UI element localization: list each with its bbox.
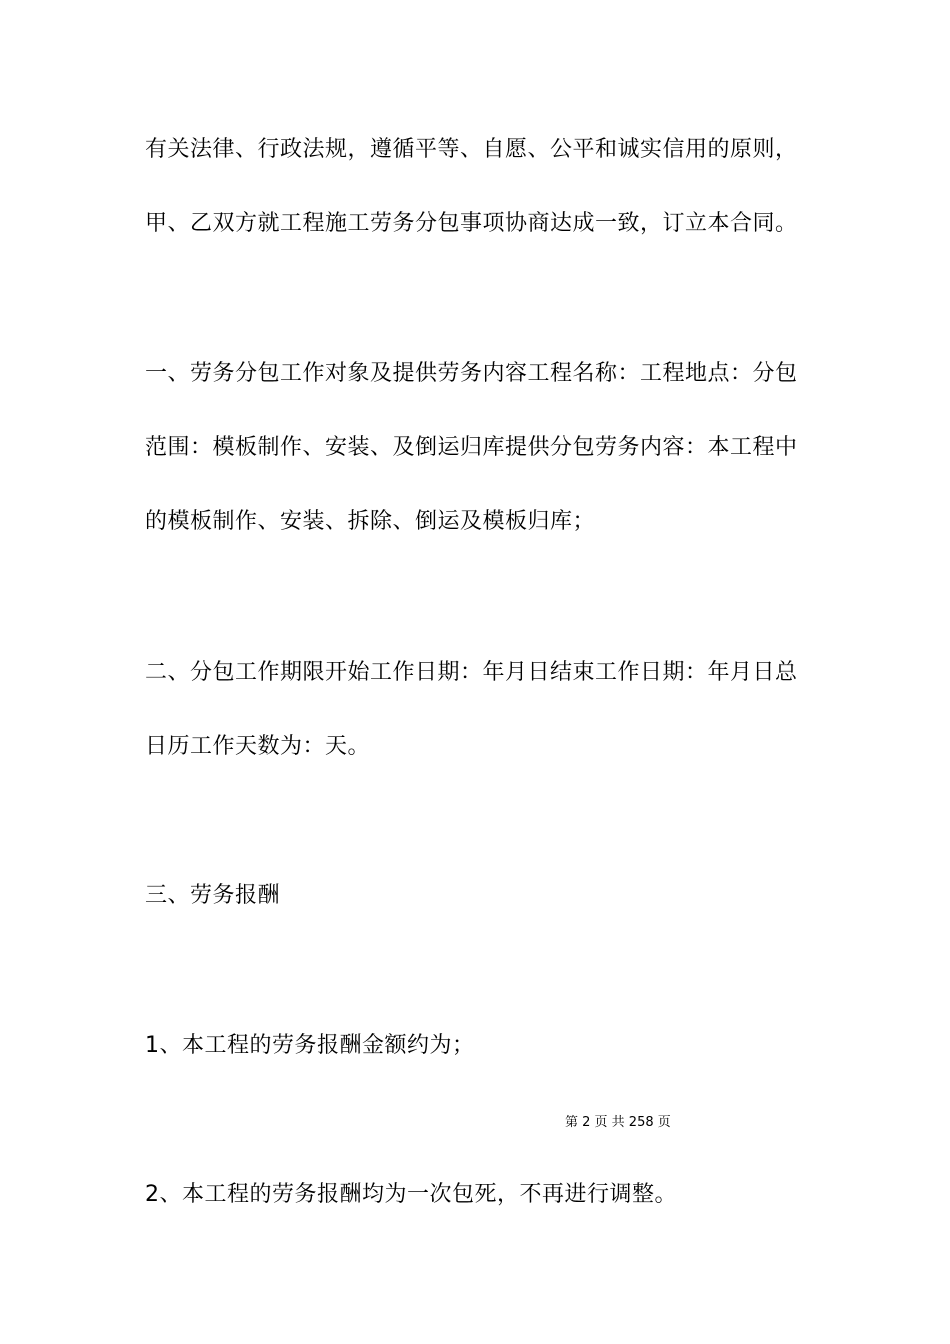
section-heading-1: 一、劳务分包工作对象及提供劳务内容工程名称：工程地点：分包: [145, 361, 798, 386]
section-heading-3: 三、劳务报酬: [145, 883, 281, 908]
list-item-2: 2、本工程的劳务报酬均为一次包死，不再进行调整。: [145, 1182, 677, 1207]
paragraph-line: 有关法律、行政法规，遵循平等、自愿、公平和诚实信用的原则，: [145, 137, 798, 162]
paragraph-line: 范围：模板制作、安装、及倒运归库提供分包劳务内容：本工程中: [145, 435, 798, 460]
page-footer: 第 2 页 共 258 页: [565, 1115, 671, 1130]
paragraph-line: 甲、乙双方就工程施工劳务分包事项协商达成一致，订立本合同。: [145, 211, 798, 236]
list-item-1: 1、本工程的劳务报酬金额约为；: [145, 1033, 475, 1058]
section-heading-2: 二、分包工作期限开始工作日期：年月日结束工作日期：年月日总: [145, 660, 798, 685]
paragraph-line: 的模板制作、安装、拆除、倒运及模板归库；: [145, 509, 596, 534]
paragraph-line: 日历工作天数为：天。: [145, 734, 371, 759]
